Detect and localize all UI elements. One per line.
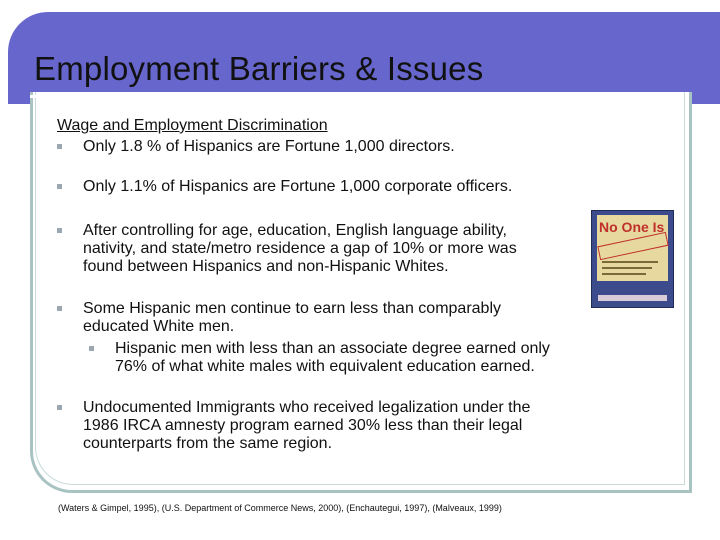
bullet-text: Only 1.1% of Hispanics are Fortune 1,000 corporate officers. <box>83 178 513 195</box>
book-cover-line <box>602 267 652 269</box>
book-cover-line <box>602 273 646 275</box>
bullet-line: 1986 IRCA amnesty program earned 30% less than their legal <box>83 417 523 434</box>
bullet-line: Hispanic men with less than an associate degree earned only <box>115 340 550 357</box>
bullet-text: Only 1.8 % of Hispanics are Fortune 1,000 directors. <box>83 138 455 155</box>
section-heading: Wage and Employment Discrimination <box>57 117 328 134</box>
bullet-marker <box>57 306 62 311</box>
bullet-line: Some Hispanic men continue to earn less than comparably <box>83 300 501 317</box>
bullet-text <box>83 300 501 336</box>
citation-text: (Waters & Gimpel, 1995), (U.S. Department of Commerce News, 2000), (Enchautegui, 1997), (Malveaux, 1999) <box>58 503 502 513</box>
bullet-text <box>83 222 517 276</box>
book-cover-footer <box>598 295 667 301</box>
bullet-marker <box>57 144 62 149</box>
bullet-marker <box>57 228 62 233</box>
bullet-line: nativity, and state/metro residence a gap of 10% or more was <box>83 240 517 257</box>
bullet-line: 76% of what white males with equivalent education earned. <box>115 358 535 375</box>
bullet-line: Undocumented Immigrants who received legalization under the <box>83 399 531 416</box>
bullet-marker <box>89 346 94 351</box>
bullet-marker <box>57 405 62 410</box>
book-cover-image <box>591 210 674 308</box>
book-cover-line <box>602 261 658 263</box>
bullet-line: After controlling for age, education, English language ability, <box>83 222 507 239</box>
title-underline <box>30 95 637 98</box>
bullet-text <box>83 399 530 453</box>
bullet-line: counterparts from the same region. <box>83 435 333 452</box>
book-cover-title: No One Is <box>599 219 665 235</box>
bullet-text <box>115 340 550 376</box>
bullet-line: educated White men. <box>83 318 235 335</box>
bullet-marker <box>57 184 62 189</box>
bullet-line: found between Hispanics and non-Hispanic Whites. <box>83 258 449 275</box>
slide-title: Employment Barriers & Issues <box>34 50 484 87</box>
